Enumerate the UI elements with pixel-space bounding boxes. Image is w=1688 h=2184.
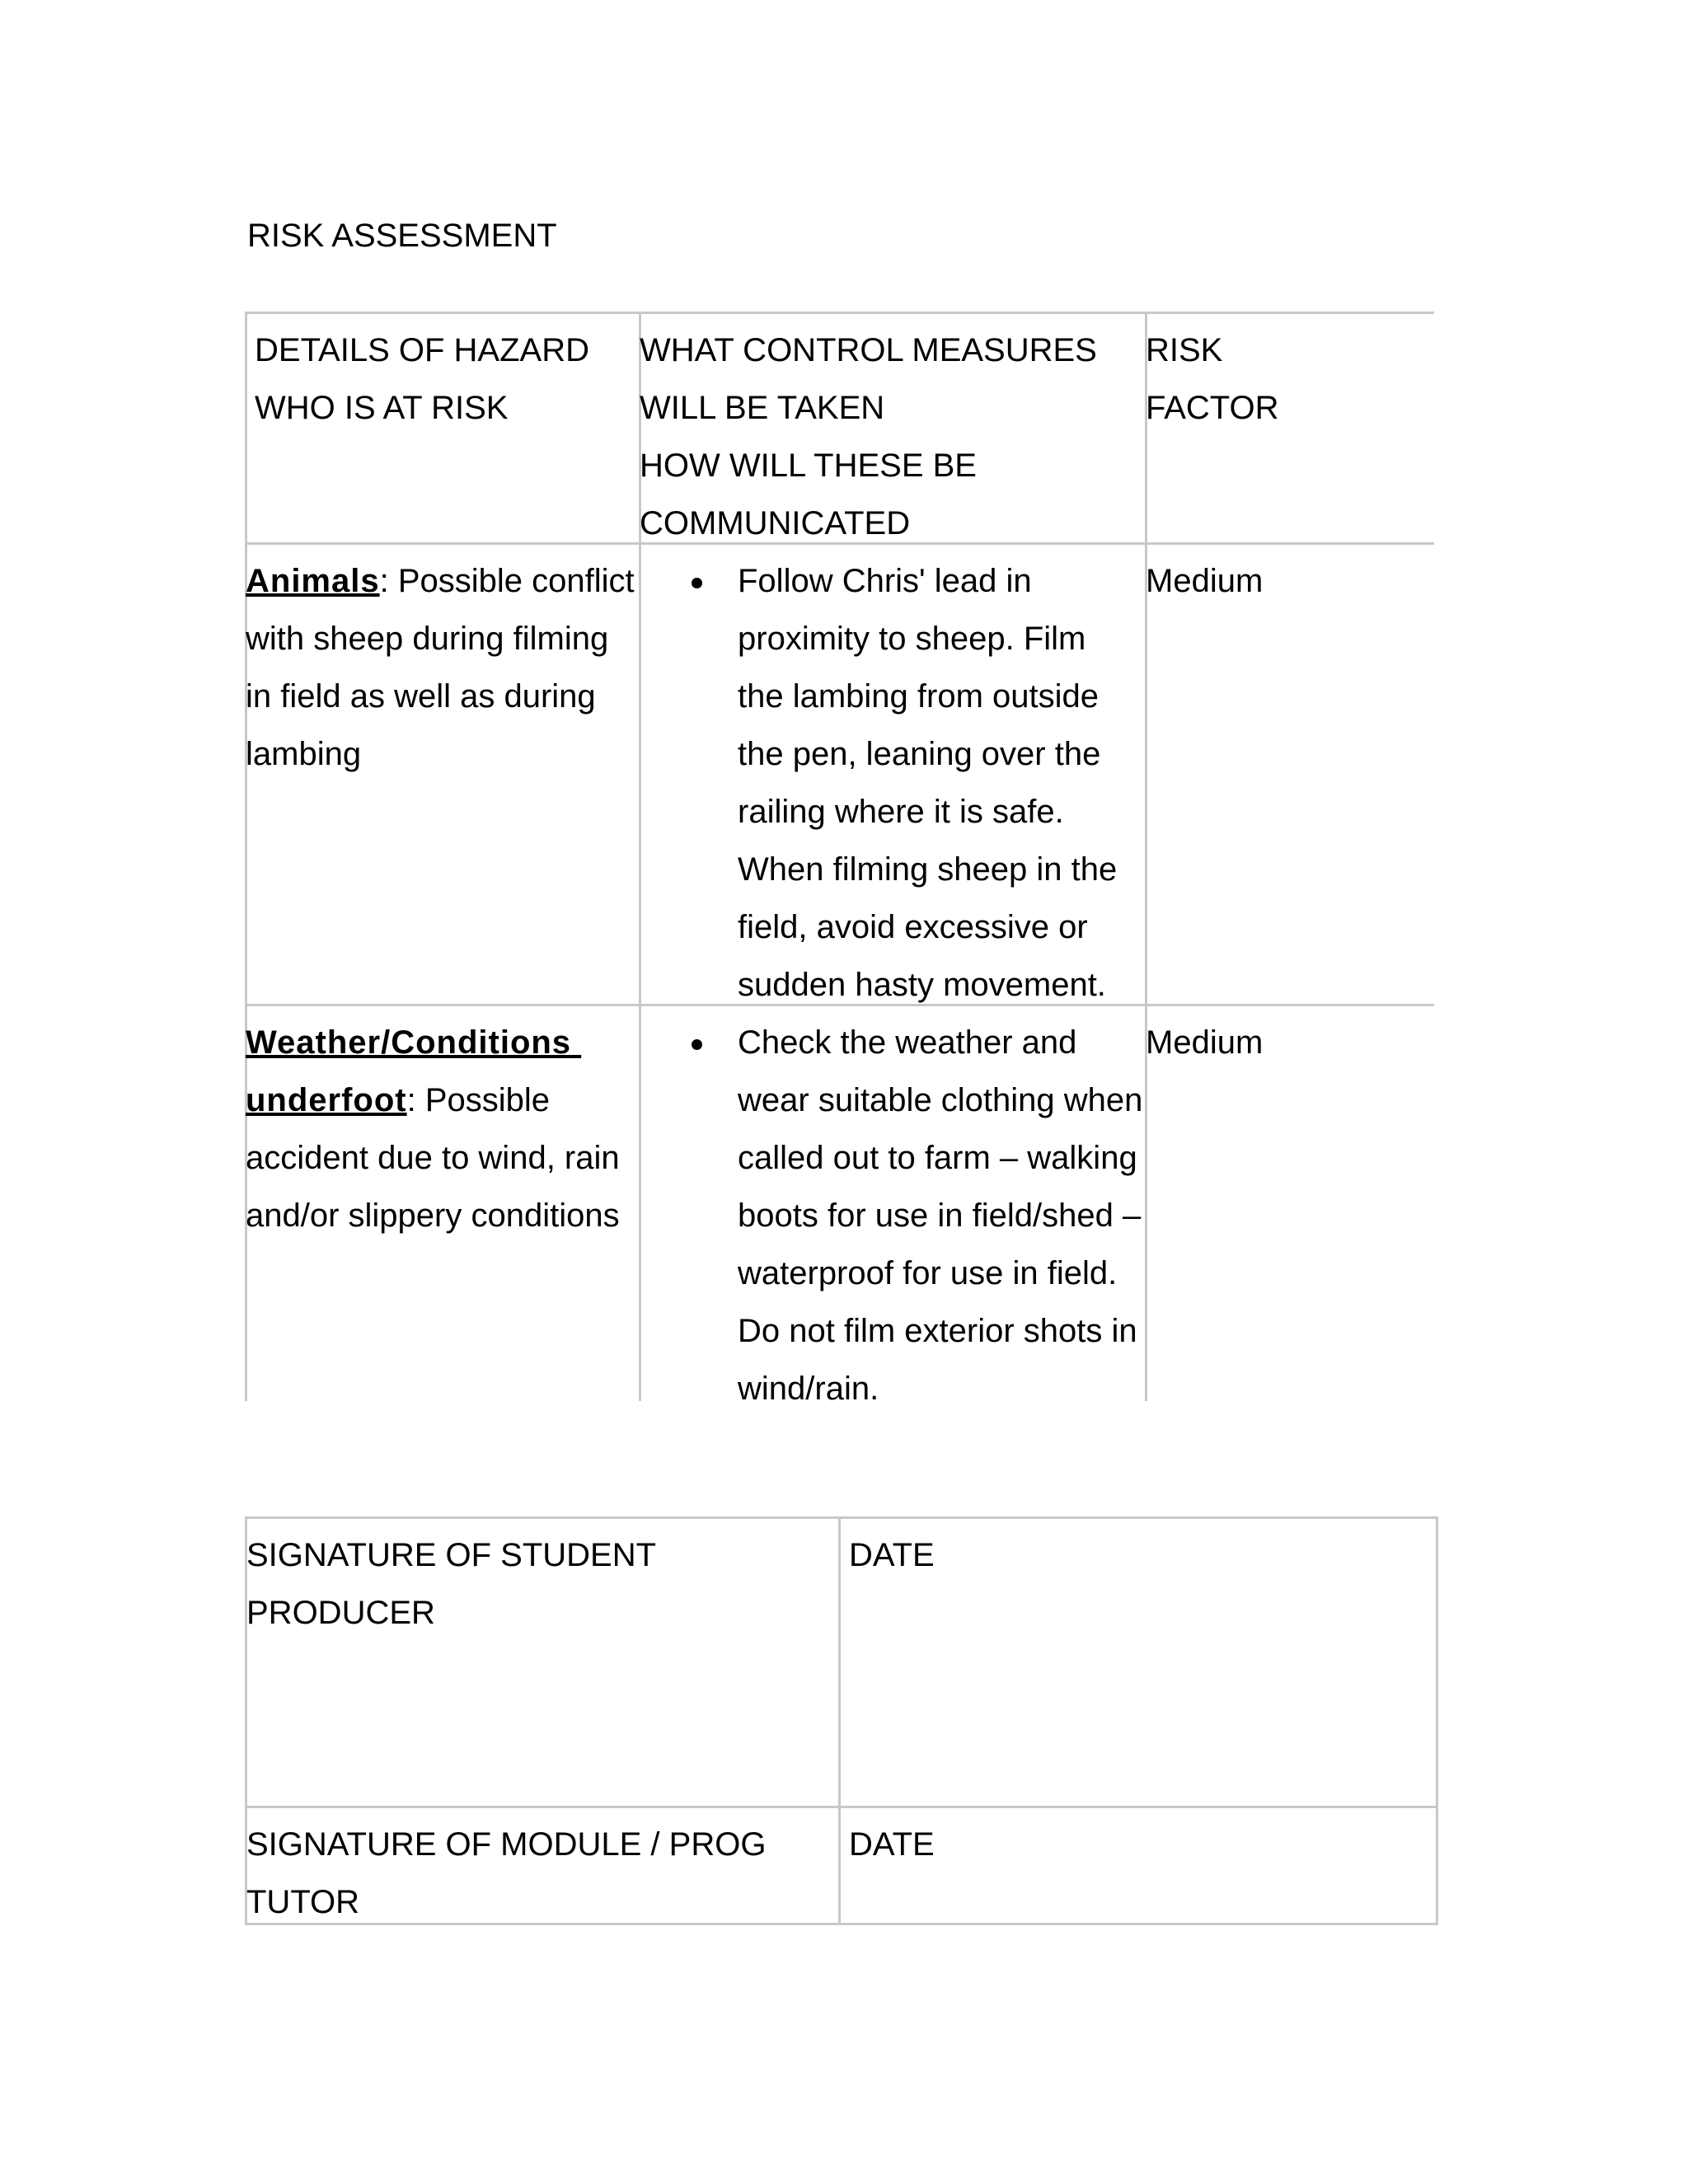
tutor-signature-label-line-2: TUTOR (246, 1884, 360, 1920)
measure-line: Check the weather and (738, 1024, 1077, 1061)
student-signature-cell[interactable] (246, 1526, 836, 1642)
table-row-animals-hazard (246, 552, 637, 783)
table-row-animals-risk (1146, 552, 1430, 610)
hazard-line (246, 1071, 637, 1129)
student-signature-label-line-2: PRODUCER (246, 1595, 435, 1631)
page-title: RISK ASSESSMENT (247, 218, 557, 254)
measure-line: the pen, leaning over the (738, 736, 1101, 772)
table-row-weather-risk (1146, 1014, 1430, 1071)
risk-table-top-border (245, 312, 1434, 314)
tutor-signature-label-line-1: SIGNATURE OF MODULE / PROG (246, 1826, 767, 1863)
hazard-title-animals: Animals (246, 563, 380, 599)
signature-table-col-divider (838, 1516, 841, 1925)
hazard-desc-line: in field as well as during (246, 678, 596, 715)
student-date-label: DATE (849, 1537, 935, 1573)
table-row-animals-measures (738, 552, 1146, 1014)
header-measures-line-1: WHAT CONTROL MEASURES (640, 332, 1097, 368)
measure-line: Follow Chris' lead in (738, 563, 1032, 599)
header-hazard-cell (255, 321, 634, 437)
measure-line: When filming sheep in the (738, 851, 1118, 888)
hazard-title-weather: Weather/Conditions (246, 1024, 582, 1061)
measure-line: wind/rain. (738, 1371, 879, 1407)
hazard-desc-line: accident due to wind, rain (246, 1140, 620, 1176)
measure-line: boots for use in field/shed – (738, 1197, 1142, 1234)
header-risk-line-2: FACTOR (1146, 390, 1279, 426)
student-signature-label-line-1: SIGNATURE OF STUDENT (246, 1537, 657, 1573)
bullet-icon (692, 1039, 702, 1050)
hazard-title-underfoot: underfoot (246, 1082, 407, 1118)
tutor-date-label: DATE (849, 1826, 935, 1863)
bullet-icon (692, 578, 702, 588)
measure-line: Do not film exterior shots in (738, 1313, 1137, 1349)
table-row-weather-hazard (246, 1014, 637, 1244)
signature-table-middle-border (245, 1806, 1438, 1808)
measure-line: waterproof for use in field. (738, 1255, 1118, 1291)
signature-table-top-border (245, 1516, 1438, 1519)
measure-line: field, avoid excessive or (738, 909, 1088, 945)
header-risk-line-1: RISK (1146, 332, 1223, 368)
measure-line: proximity to sheep. Film (738, 621, 1086, 657)
hazard-title-line (246, 1014, 637, 1071)
tutor-date-cell[interactable] (849, 1816, 1430, 1873)
hazard-desc-line: with sheep during filming (246, 621, 609, 657)
measure-line: wear suitable clothing when (738, 1082, 1143, 1118)
measure-line: called out to farm – walking (738, 1140, 1137, 1176)
tutor-signature-cell[interactable] (246, 1816, 836, 1931)
measure-line: the lambing from outside (738, 678, 1100, 715)
header-hazard-line-2: WHO IS AT RISK (255, 390, 509, 426)
hazard-desc-line: and/or slippery conditions (246, 1197, 620, 1234)
table-row-weather-measures (738, 1014, 1146, 1418)
risk-factor-value: Medium (1146, 1024, 1264, 1061)
header-measures-line-3: HOW WILL THESE BE (640, 448, 977, 484)
header-measures-line-2: WILL BE TAKEN (640, 390, 885, 426)
header-measures-line-4: COMMUNICATED (640, 505, 911, 541)
header-risk-cell (1146, 321, 1430, 437)
hazard-desc-line: : Possible (406, 1082, 551, 1118)
hazard-desc-line: : Possible conflict (379, 563, 635, 599)
signature-table-right-border (1436, 1516, 1438, 1925)
measure-line: railing where it is safe. (738, 794, 1064, 830)
hazard-desc-line: lambing (246, 736, 362, 772)
hazard-line (246, 552, 637, 610)
student-date-cell[interactable] (849, 1526, 1430, 1584)
header-measures-cell (640, 321, 1142, 552)
header-hazard-line-1: DETAILS OF HAZARD (255, 332, 589, 368)
measure-line: sudden hasty movement. (738, 967, 1106, 1003)
risk-factor-value: Medium (1146, 563, 1264, 599)
